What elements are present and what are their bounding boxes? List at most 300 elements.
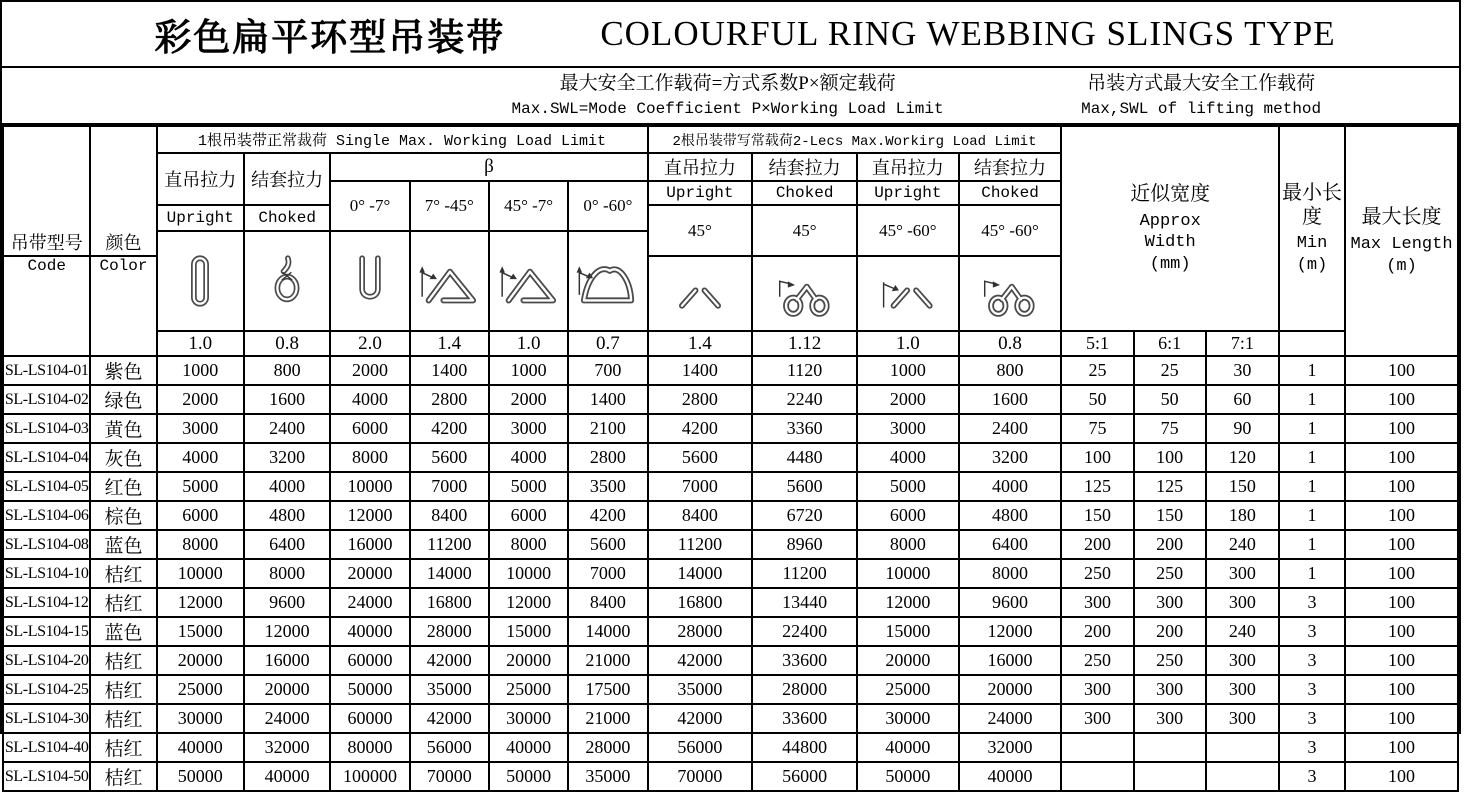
value-cell: 300 — [1061, 675, 1133, 704]
value-cell: 7000 — [410, 472, 489, 501]
value-cell: 42000 — [410, 646, 489, 675]
value-cell: 3 — [1279, 646, 1345, 675]
value-cell: 56000 — [752, 762, 857, 791]
row-code: SL-LS104-04 — [3, 443, 90, 472]
value-cell: 56000 — [410, 733, 489, 762]
value-cell: 50000 — [489, 762, 568, 791]
value-cell: 2400 — [959, 414, 1062, 443]
value-cell: 800 — [959, 356, 1062, 385]
value-cell: 22400 — [752, 617, 857, 646]
value-cell: 40000 — [959, 762, 1062, 791]
value-cell: 8400 — [648, 501, 753, 530]
value-cell: 16000 — [959, 646, 1062, 675]
value-cell: 1400 — [648, 356, 753, 385]
value-cell: 50000 — [330, 675, 409, 704]
value-cell: 25000 — [157, 675, 244, 704]
value-cell: 50000 — [157, 762, 244, 791]
value-cell: 1000 — [489, 356, 568, 385]
value-cell: 8000 — [489, 530, 568, 559]
value-cell: 100 — [1345, 646, 1458, 675]
value-cell: 24000 — [330, 588, 409, 617]
value-cell: 100 — [1345, 559, 1458, 588]
value-cell: 21000 — [568, 646, 647, 675]
value-cell: 100 — [1345, 443, 1458, 472]
value-cell: 10000 — [330, 472, 409, 501]
row-color: 灰色 — [90, 443, 156, 472]
value-cell: 90 — [1206, 414, 1279, 443]
value-cell: 70000 — [410, 762, 489, 791]
row-color: 棕色 — [90, 501, 156, 530]
value-cell: 32000 — [959, 733, 1062, 762]
value-cell: 24000 — [959, 704, 1062, 733]
value-cell: 1400 — [410, 356, 489, 385]
value-cell: 10000 — [489, 559, 568, 588]
value-cell: 3 — [1279, 675, 1345, 704]
value-cell: 12000 — [157, 588, 244, 617]
value-cell — [1061, 733, 1133, 762]
header-max-en: Max Length — [1350, 235, 1453, 255]
value-cell: 100000 — [330, 762, 409, 791]
value-cell: 5600 — [410, 443, 489, 472]
value-cell: 13440 — [752, 588, 857, 617]
value-cell: 2800 — [410, 385, 489, 414]
value-cell: 300 — [1061, 704, 1133, 733]
angled-basket-sling-icon — [410, 231, 489, 331]
value-cell: 20000 — [489, 646, 568, 675]
header-max-unit: (m) — [1386, 256, 1417, 276]
header-upright2a-en: Upright — [648, 181, 753, 205]
value-cell: 25 — [1061, 356, 1133, 385]
value-cell: 3 — [1279, 588, 1345, 617]
value-cell: 8960 — [752, 530, 857, 559]
value-cell: 12000 — [330, 501, 409, 530]
value-cell: 8400 — [568, 588, 647, 617]
value-cell: 25000 — [489, 675, 568, 704]
value-cell: 100 — [1134, 443, 1206, 472]
row-code: SL-LS104-01 — [3, 356, 90, 385]
row-code: SL-LS104-10 — [3, 559, 90, 588]
value-cell: 40000 — [244, 762, 330, 791]
spec-table — [2, 125, 1459, 792]
value-cell: 4200 — [410, 414, 489, 443]
value-cell: 180 — [1206, 501, 1279, 530]
value-cell: 28000 — [752, 675, 857, 704]
row-color: 桔红 — [90, 704, 156, 733]
header-angle-0-60: 0° -60° — [568, 181, 647, 231]
value-cell: 33600 — [752, 646, 857, 675]
header-width-unit: (mm) — [1149, 254, 1191, 274]
header-width-zh: 近似宽度 — [1130, 183, 1211, 206]
two-leg-straight-sling-icon — [648, 256, 753, 331]
table-row — [3, 617, 1458, 646]
value-cell: 4000 — [244, 472, 330, 501]
value-cell: 20000 — [857, 646, 959, 675]
row-color: 桔红 — [90, 588, 156, 617]
value-cell: 8000 — [857, 530, 959, 559]
value-cell: 40000 — [157, 733, 244, 762]
row-color: 红色 — [90, 472, 156, 501]
value-cell: 100 — [1061, 443, 1133, 472]
value-cell: 300 — [1206, 675, 1279, 704]
header-two-leg-angle-2: 45° — [752, 205, 857, 256]
header-choked1-zh: 结套拉力 — [244, 153, 330, 205]
value-cell: 70000 — [648, 762, 753, 791]
value-cell: 50 — [1061, 385, 1133, 414]
value-cell: 30 — [1206, 356, 1279, 385]
table-row — [3, 762, 1458, 791]
value-cell: 700 — [568, 356, 647, 385]
value-cell: 4800 — [959, 501, 1062, 530]
two-leg-choked-arrow-sling-icon — [959, 256, 1062, 331]
value-cell: 3200 — [959, 443, 1062, 472]
value-cell: 100 — [1345, 704, 1458, 733]
two-leg-straight-arrow-sling-icon — [857, 256, 959, 331]
value-cell: 7000 — [568, 559, 647, 588]
value-cell: 9600 — [959, 588, 1062, 617]
header-upright1-zh: 直吊拉力 — [157, 153, 244, 205]
value-cell: 6000 — [157, 501, 244, 530]
coefficient-upright1: 1.0 — [157, 331, 244, 356]
value-cell: 80000 — [330, 733, 409, 762]
value-cell: 4000 — [157, 443, 244, 472]
value-cell: 800 — [244, 356, 330, 385]
value-cell: 40000 — [489, 733, 568, 762]
value-cell: 1 — [1279, 356, 1345, 385]
value-cell: 12000 — [244, 617, 330, 646]
row-code: SL-LS104-20 — [3, 646, 90, 675]
value-cell: 100 — [1345, 733, 1458, 762]
header-choked2b-zh: 结套拉力 — [959, 153, 1062, 181]
value-cell: 16000 — [244, 646, 330, 675]
value-cell: 3200 — [244, 443, 330, 472]
table-row — [3, 733, 1458, 762]
value-cell: 250 — [1134, 646, 1206, 675]
row-code: SL-LS104-05 — [3, 472, 90, 501]
value-cell: 125 — [1134, 472, 1206, 501]
value-cell: 5600 — [568, 530, 647, 559]
value-cell: 20000 — [157, 646, 244, 675]
value-cell: 20000 — [959, 675, 1062, 704]
ratio-6-1: 6:1 — [1134, 331, 1206, 356]
ratio-5-1: 5:1 — [1061, 331, 1133, 356]
value-cell: 150 — [1061, 501, 1133, 530]
value-cell: 300 — [1134, 588, 1206, 617]
value-cell: 10000 — [157, 559, 244, 588]
header-upright2b-zh: 直吊拉力 — [857, 153, 959, 181]
value-cell: 3 — [1279, 617, 1345, 646]
value-cell: 100 — [1345, 588, 1458, 617]
row-code: SL-LS104-08 — [3, 530, 90, 559]
header-color-en: Color — [90, 256, 156, 356]
title-band — [2, 2, 1459, 68]
value-cell: 1 — [1279, 414, 1345, 443]
value-cell: 4000 — [959, 472, 1062, 501]
page-title-english: COLOURFUL RING WEBBING SLINGS TYPE — [600, 14, 1336, 53]
row-color: 桔红 — [90, 762, 156, 791]
value-cell: 8000 — [959, 559, 1062, 588]
table-row — [3, 356, 1458, 385]
header-upright1-en: Upright — [157, 205, 244, 231]
value-cell: 1600 — [244, 385, 330, 414]
header-angle-0-7: 0° -7° — [330, 181, 409, 231]
value-cell: 2240 — [752, 385, 857, 414]
vertical-loop-sling-icon — [157, 231, 244, 331]
value-cell: 300 — [1134, 675, 1206, 704]
value-cell: 50000 — [857, 762, 959, 791]
value-cell: 1 — [1279, 472, 1345, 501]
value-cell: 5600 — [648, 443, 753, 472]
value-cell: 2000 — [489, 385, 568, 414]
swl-formula-note — [512, 70, 944, 122]
header-beta: β — [330, 153, 647, 181]
value-cell: 3000 — [489, 414, 568, 443]
value-cell: 7000 — [648, 472, 753, 501]
row-color: 桔红 — [90, 675, 156, 704]
header-color-zh: 颜色 — [90, 126, 156, 256]
value-cell — [1134, 762, 1206, 791]
value-cell: 200 — [1134, 617, 1206, 646]
header-angle-45-7: 45° -7° — [489, 181, 568, 231]
header-two-leg-angle-1: 45° — [648, 205, 753, 256]
value-cell: 11200 — [410, 530, 489, 559]
value-cell: 200 — [1061, 617, 1133, 646]
value-cell: 16000 — [330, 530, 409, 559]
table-row — [3, 704, 1458, 733]
coefficient-0-7: 2.0 — [330, 331, 409, 356]
coefficient-2leg-upright-45-60: 1.0 — [857, 331, 959, 356]
row-color: 桔红 — [90, 646, 156, 675]
value-cell: 100 — [1345, 675, 1458, 704]
header-angle-7-45: 7° -45° — [410, 181, 489, 231]
header-group-single-leg: 1根吊装带正常裁荷 Single Max. Working Load Limit — [157, 126, 648, 153]
value-cell: 24000 — [244, 704, 330, 733]
value-cell: 100 — [1345, 414, 1458, 443]
header-width-en1: Approx — [1139, 212, 1201, 232]
table-row — [3, 414, 1458, 443]
value-cell: 5000 — [157, 472, 244, 501]
value-cell: 4800 — [244, 501, 330, 530]
value-cell: 28000 — [410, 617, 489, 646]
value-cell: 5000 — [857, 472, 959, 501]
coefficient-45-7: 1.0 — [489, 331, 568, 356]
table-row — [3, 559, 1458, 588]
header-upright2a-zh: 直吊拉力 — [648, 153, 753, 181]
header-choked2a-en: Choked — [752, 181, 857, 205]
value-cell: 11200 — [752, 559, 857, 588]
two-leg-choked-sling-icon — [752, 256, 857, 331]
value-cell: 250 — [1134, 559, 1206, 588]
value-cell: 150 — [1206, 472, 1279, 501]
value-cell: 3 — [1279, 733, 1345, 762]
value-cell: 2000 — [330, 356, 409, 385]
value-cell: 1 — [1279, 559, 1345, 588]
value-cell: 20000 — [330, 559, 409, 588]
value-cell: 60000 — [330, 646, 409, 675]
value-cell: 25000 — [857, 675, 959, 704]
value-cell: 20000 — [244, 675, 330, 704]
table-row — [3, 443, 1458, 472]
value-cell: 28000 — [568, 733, 647, 762]
row-code: SL-LS104-15 — [3, 617, 90, 646]
value-cell: 100 — [1345, 501, 1458, 530]
header-two-leg-angle-3: 45° -60° — [857, 205, 959, 256]
row-color: 桔红 — [90, 559, 156, 588]
value-cell: 2800 — [568, 443, 647, 472]
table-row — [3, 472, 1458, 501]
value-cell: 3000 — [157, 414, 244, 443]
header-upright2b-en: Upright — [857, 181, 959, 205]
value-cell: 4000 — [330, 385, 409, 414]
row-code: SL-LS104-40 — [3, 733, 90, 762]
lifting-method-chinese: 吊装方式最大安全工作载荷 — [1087, 72, 1316, 94]
header-min-length — [1279, 126, 1345, 331]
value-cell: 12000 — [857, 588, 959, 617]
value-cell — [1134, 733, 1206, 762]
row-code: SL-LS104-50 — [3, 762, 90, 791]
value-cell: 15000 — [157, 617, 244, 646]
header-choked2a-zh: 结套拉力 — [752, 153, 857, 181]
row-color: 紫色 — [90, 356, 156, 385]
value-cell: 3 — [1279, 704, 1345, 733]
value-cell: 50 — [1134, 385, 1206, 414]
value-cell: 250 — [1061, 559, 1133, 588]
value-cell: 30000 — [489, 704, 568, 733]
value-cell: 6400 — [959, 530, 1062, 559]
value-cell: 240 — [1206, 530, 1279, 559]
row-color: 蓝色 — [90, 530, 156, 559]
value-cell: 4200 — [568, 501, 647, 530]
value-cell: 300 — [1206, 559, 1279, 588]
value-cell: 200 — [1061, 530, 1133, 559]
value-cell: 9600 — [244, 588, 330, 617]
value-cell: 1 — [1279, 501, 1345, 530]
value-cell: 60 — [1206, 385, 1279, 414]
value-cell: 250 — [1061, 646, 1133, 675]
value-cell: 1600 — [959, 385, 1062, 414]
value-cell: 75 — [1061, 414, 1133, 443]
subtitle-band — [2, 68, 1459, 125]
value-cell: 1 — [1279, 443, 1345, 472]
table-row — [3, 385, 1458, 414]
header-code-en: Code — [3, 256, 90, 356]
coefficient-2leg-upright-45: 1.4 — [648, 331, 753, 356]
table-row — [3, 588, 1458, 617]
value-cell: 42000 — [648, 646, 753, 675]
row-code: SL-LS104-30 — [3, 704, 90, 733]
page-title-chinese: 彩色扁平环型吊装带 — [154, 18, 506, 59]
value-cell: 21000 — [568, 704, 647, 733]
value-cell — [1206, 733, 1279, 762]
value-cell: 5000 — [489, 472, 568, 501]
coefficient-7-45: 1.4 — [410, 331, 489, 356]
value-cell: 14000 — [410, 559, 489, 588]
table-row — [3, 501, 1458, 530]
value-cell: 100 — [1345, 530, 1458, 559]
value-cell: 3500 — [568, 472, 647, 501]
row-color: 黄色 — [90, 414, 156, 443]
round-basket-sling-icon — [568, 231, 647, 331]
row-code: SL-LS104-12 — [3, 588, 90, 617]
value-cell: 6000 — [857, 501, 959, 530]
value-cell: 16800 — [648, 588, 753, 617]
value-cell: 6000 — [489, 501, 568, 530]
header-approx-width — [1061, 126, 1279, 331]
value-cell: 3000 — [857, 414, 959, 443]
value-cell: 100 — [1345, 356, 1458, 385]
value-cell: 10000 — [857, 559, 959, 588]
value-cell: 11200 — [648, 530, 753, 559]
header-width-en2: Width — [1144, 233, 1196, 253]
row-color: 蓝色 — [90, 617, 156, 646]
value-cell: 14000 — [568, 617, 647, 646]
value-cell: 8400 — [410, 501, 489, 530]
ratio-7-1: 7:1 — [1206, 331, 1279, 356]
coefficient-0-60: 0.7 — [568, 331, 647, 356]
lifting-method-english: Max,SWL of lifting method — [1081, 99, 1322, 118]
value-cell: 25 — [1134, 356, 1206, 385]
value-cell: 4000 — [489, 443, 568, 472]
value-cell — [1061, 762, 1133, 791]
swl-formula-english: Max.SWL=Mode Coefficient P×Working Load Limit — [511, 99, 944, 118]
row-color: 绿色 — [90, 385, 156, 414]
value-cell: 2100 — [568, 414, 647, 443]
value-cell: 40000 — [857, 733, 959, 762]
value-cell: 60000 — [330, 704, 409, 733]
value-cell: 1400 — [568, 385, 647, 414]
header-group-two-leg: 2根吊装带写常载荷2-Lecs Max.Workirg Load Limit — [648, 126, 1062, 153]
value-cell: 2000 — [157, 385, 244, 414]
header-min-zh: 最小长度 — [1282, 182, 1343, 229]
basket-hitch-sling-icon — [330, 231, 409, 331]
value-cell: 120 — [1206, 443, 1279, 472]
value-cell: 4000 — [857, 443, 959, 472]
choked-loop-sling-icon — [244, 231, 330, 331]
value-cell: 100 — [1345, 472, 1458, 501]
value-cell: 1 — [1279, 385, 1345, 414]
value-cell: 16800 — [410, 588, 489, 617]
value-cell: 44800 — [752, 733, 857, 762]
value-cell: 14000 — [648, 559, 753, 588]
value-cell: 5600 — [752, 472, 857, 501]
value-cell: 100 — [1345, 385, 1458, 414]
header-max-zh: 最大长度 — [1361, 206, 1442, 229]
value-cell: 300 — [1134, 704, 1206, 733]
value-cell: 2000 — [857, 385, 959, 414]
value-cell: 1000 — [857, 356, 959, 385]
header-two-leg-angle-4: 45° -60° — [959, 205, 1062, 256]
value-cell: 6400 — [244, 530, 330, 559]
value-cell: 42000 — [410, 704, 489, 733]
value-cell: 12000 — [959, 617, 1062, 646]
value-cell: 17500 — [568, 675, 647, 704]
value-cell: 6000 — [330, 414, 409, 443]
value-cell: 3 — [1279, 762, 1345, 791]
row-code: SL-LS104-06 — [3, 501, 90, 530]
value-cell: 40000 — [330, 617, 409, 646]
value-cell: 1 — [1279, 530, 1345, 559]
value-cell: 12000 — [489, 588, 568, 617]
value-cell: 1000 — [157, 356, 244, 385]
value-cell: 100 — [1345, 617, 1458, 646]
lifting-method-note — [1081, 70, 1321, 122]
header-choked1-en: Choked — [244, 205, 330, 231]
table-row — [3, 675, 1458, 704]
header-code-zh: 吊带型号 — [3, 126, 90, 256]
value-cell: 240 — [1206, 617, 1279, 646]
value-cell: 28000 — [648, 617, 753, 646]
header-choked2b-en: Choked — [959, 181, 1062, 205]
value-cell: 35000 — [568, 762, 647, 791]
